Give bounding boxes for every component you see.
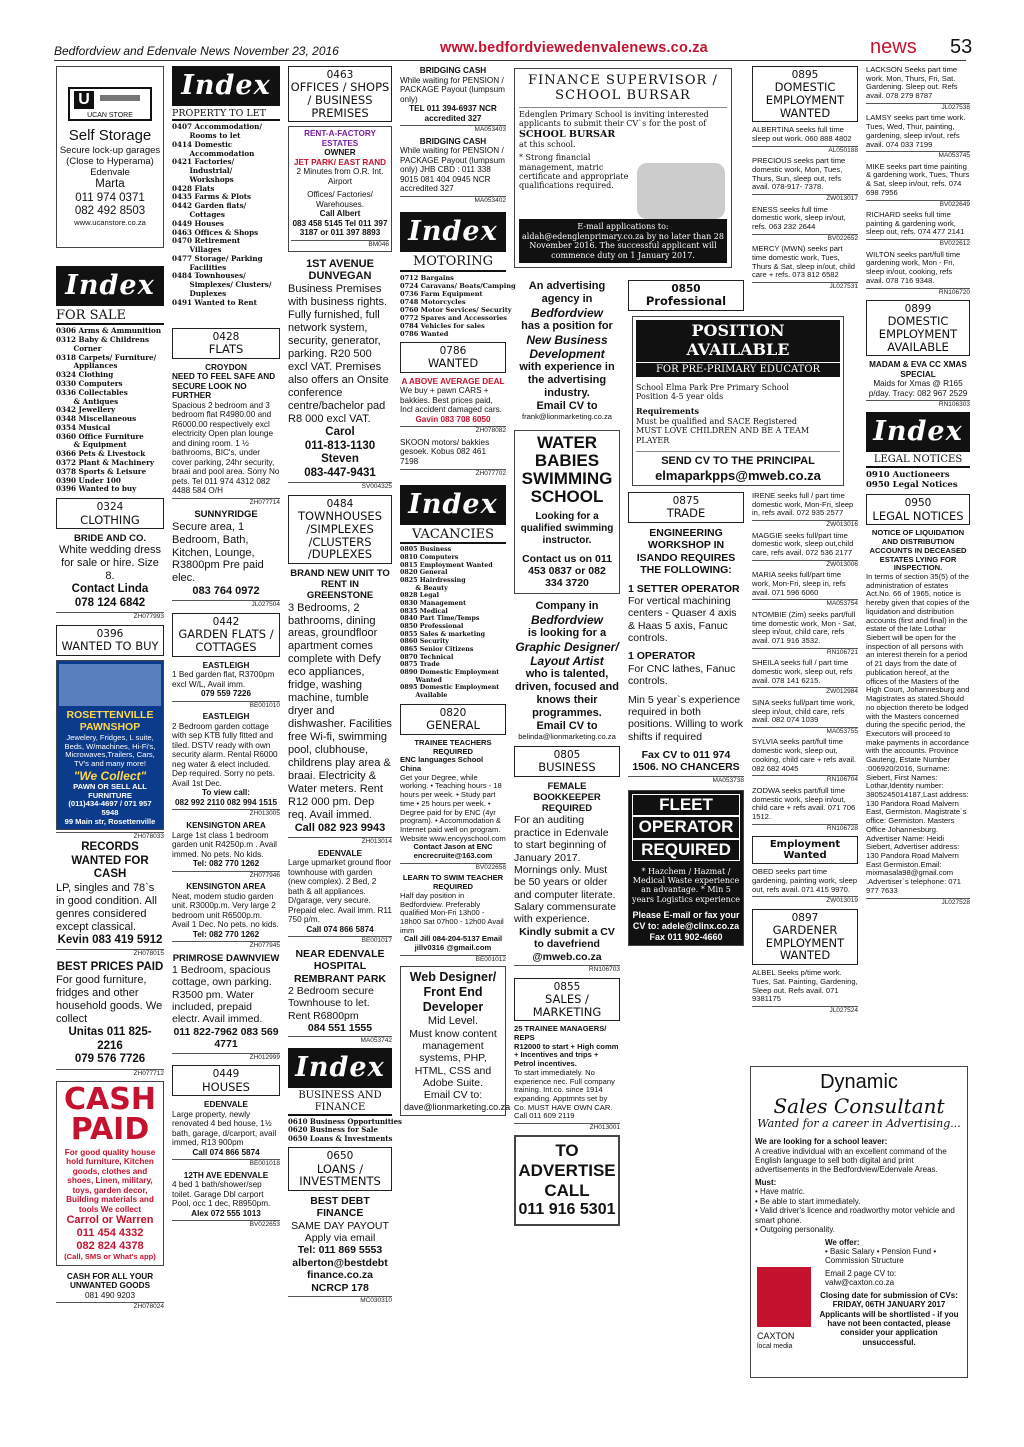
index-item: 0491 Wanted to Rent [172,297,257,307]
index-item: Available [400,692,448,700]
ad-text: SINA seeks full/part time work, sleep in/out, child care, refs avail. 082 074 1039 [752,697,855,725]
index-category: FOR SALE [56,308,164,325]
index-business: Index BUSINESS AND FINANCE 0610 Business Opportunities 0620 Business for Sale 0650 Loans & Investments [288,1048,392,1143]
index-item: 0830 Management [400,600,466,608]
classified-ad [752,157,858,202]
index-item: & Equipment [56,440,127,450]
ad-text: MERCY (MWN) seeks part time domestic work, Tues, Thurs & Sat, sleep in/out, child care + refs. 073 812 6582 [752,244,855,280]
section-0449: 0449 HOUSES [172,1065,280,1096]
section-0850: 0850 Professional [628,280,744,311]
ad-text: MAGGIE seeks full/part time domestic work, sleep out,child care, refs avail. 072 536 2177 [752,530,854,558]
section-name: news [870,36,917,58]
index-item: 0620 Business for Sale [288,1125,378,1135]
index-item: 0306 Arms & Ammunition [56,326,162,336]
index-item: 0890 Domestic Employment [400,669,500,677]
classified-ad [866,211,970,248]
index-item: 0330 Computers [56,379,123,389]
ad-skoon: SKOON motors/ bakkies gesoek. Kobus 082 461 7198 ZH077702 [400,437,506,477]
index-item: 0820 General [400,569,448,577]
ad-bookkeeper: FEMALE BOOKKEEPER REQUIRED For an auditing practice in Edenvale to start beginning of January 2017. Mornings only. Must be 50 years or older and computer literate. Salary commensurate with experience. Kindly submit a CV to davefriend @mweb.co.za RN106703 [514,780,620,973]
index-item: 0828 Legal [400,592,440,600]
ref-code: BV022612 [866,239,970,247]
index-category: PROPERTY TO LET [172,108,280,121]
index-item: 0712 Bargains [400,273,454,282]
ad-records: RECORDS WANTED FOR CASH LP, singles and 78`s in good condition. All genres considered except classical. Kevin 083 419 5912 ZH078015 [56,841,164,958]
ad-water-babies: WATER BABIES SWIMMING SCHOOL Looking for a qualified swimming instructor. Contact us on 011 453 0837 or 082 334 3720 [514,430,620,594]
ad-company-graphic: Company in Bedfordview is looking for a Graphic Designer/ Layout Artist who is talented, driven, focused and knows their programmes. Email CV to belinda@lionmarketing.co.za [515,599,619,742]
index-motoring: Index MOTORING 0712 Bargains 0724 Caravans/ Boats/Camping 0736 Farm Equipment 0748 Motorcycles 0760 Motor Services/ Security 0772 Spares and Accessories 0784 Vehicles for sales 0786 Wanted [400,212,506,338]
index-item: 0449 Houses [172,218,224,228]
column-6-lower [628,492,744,946]
ad-rent-a-factory: RENT-A-FACTORY ESTATES OWNER JET PARK/ EAST RAND 2 Minutes from O.R. Int. Airport Offices/ Factories/ Warehouses. Call Albert 083 458 5145 Tel 011 397 3187 or 011 397 8893 BM046 [288,126,392,251]
coins-photo [637,163,725,219]
classified-ad [752,532,858,569]
domestic-wanted-list-2 [752,492,858,832]
column-5 [514,280,620,1226]
index-item: Accommodation [172,148,255,158]
index-item: 0748 Motorcycles [400,297,466,306]
ucan-line-1: Secure lock-up garages [59,144,161,156]
ad-brand-new: BRAND NEW UNIT TO RENT IN GREENSTONE 3 Bedrooms, 2 bathrooms, dining areas, groundfloor apartment comes complete with Defy eco appliances, fridge, washing machine, tumble dryer and dishwasher. Facilities free Wi-fi, swimming pool, clubhouse, childrens play area & braai. Electricity & Water meters. Rent R12 000 pm. Dep req. Avail immed. Call 082 923 9943 ZH013014 [288,567,392,845]
index-item: 0786 Wanted [400,329,449,338]
ucan-store-ad [56,66,164,248]
ad-sunnyridge: SUNNYRIDGE Secure area, 1 Bedroom, Bath, Kitchen, Lounge, R3800pm Pre paid elec. 083 764 0972 JL027504 [172,509,280,609]
pawnshop-photo [59,664,161,706]
ref-code: JL027538 [866,103,970,111]
index-item: 0407 Accommodation/ [172,122,263,132]
index-item: 0870 Technical [400,653,454,661]
ad-text: MIKE seeks part time painting & gardening work, Tues, Thurs & Sat, sleep in/out, refs. 074 698 7956 [866,161,970,197]
classified-ad [752,492,858,529]
ad-text: ZODWA seeks part/full time domestic work, sleep in/out, child care + refs avail. 071 706 1512. [752,785,856,821]
index-item: Villages [172,245,222,255]
classified-ad [752,659,858,696]
index-item: 0815 Employment Wanted [400,561,493,569]
ad-trainee-managers: 25 TRAINEE MANAGERS/ REPS R12000 to start + High comm + Incentives and trips + Petrol incentives. To start immediately. No experience nec. Full company training. Int.co. since 1914 expanding. Apptmnts set by Co. MUST HAVE OWN CAR. Call 011 609 2119 ZH013001 [514,1024,620,1132]
classified-ad [752,738,858,783]
index-item: 0910 Auctioneers [866,469,950,480]
index-item: 0825 Hairdressing [400,577,466,585]
ad-best-prices: BEST PRICES PAID For good furniture, fridges and other household goods. We collect Unitas 011 825-2216 079 576 7726 ZH077712 [56,960,164,1078]
section-0396: 0396 WANTED TO BUY [56,625,164,656]
index-item: 0760 Motor Services/ Security [400,305,512,314]
ad-first-avenue: 1ST AVENUE DUNVEGAN Business Premises with business rights. Fully furnished, full network system, security, generator, parking. R20 500 excl VAT. Premises also offers an Onsite conference centre/bachelor pad R8 000 excl VAT. Carol 011-813-1130 Steven 083-447-9431 SV004325 [288,257,392,491]
ucan-web[interactable]: www.ucanstore.co.za [74,217,146,227]
ad-agency: An advertising agency in Bedfordview has a position for New Business Development with experience in the advertising industry. Email CV to frank@lionmarketing.co.za [519,280,615,422]
index-item: 0435 Farms & Plots [172,192,252,202]
section-0897: Employment Wanted [752,836,858,864]
ad-cash-all: CASH FOR ALL YOUR UNWANTED GOODS 081 490 9203 ZH078024 [56,1272,164,1311]
ref-code: RN106728 [752,824,858,832]
index-item: Workshops [172,174,234,184]
classified-ad [866,66,970,111]
ref-code: ZW013016 [752,520,858,528]
index-item: Appliances [56,361,118,371]
section-0895: 0895 DOMESTIC EMPLOYMENT WANTED [752,66,858,122]
ucan-line-3: Edenvale [90,167,130,179]
ad-kensington-1: KENSINGTON AREA Large 1st class 1 bedroom garden unit R4250p.m . Avail immed. No pets. No kids. Tel: 082 770 1262 ZH077946 [172,820,280,879]
ucan-title: Self Storage [68,127,152,144]
ad-dynamic-sales: Dynamic Sales Consultant Wanted for a career in Advertising... We are looking for a school leaver: A creative individual with an excellent command of the English language to sell both digital and print advertisements in the Bedfordview/Edenvale Areas. Must: • Have matric. • Be able to start immediately. • Valid driver's licence and roadworthy motor vehicle and smart phone. • Outgoing personality. We offer: • Basic Salary • Pension Fund • Commission Structure Email 2 page CV to: valw@caxton.co.za Closing date for submission of CVs: FRIDAY, 06TH JANUARY 2017 Applicants will be shortlisted - if you have not been contacted, please consider your application unsuccessful. CAXTON local media [750,1066,968,1378]
ad-text: IRENE seeks full / part time domestic work, Mon-Fri, sleep in, refs avail. 072 935 2577 [752,491,854,518]
ref-code: MA053754 [752,599,858,607]
ad-fleet-operator: FLEET OPERATOR REQUIRED * Hazchem / Hazmat / Medical Waste experience an advantage. * Min 5 years Logistics experience Please E-mail or fax your CV to: adele@clinx.co.za Fax 011 902-4660 [628,790,744,946]
index-item: 0372 Plant & Machinery [56,458,155,468]
index-item: 0895 Domestic Employment [400,684,500,692]
index-item: 0724 Caravans/ Boats/Camping [400,281,516,290]
ad-near-edenvale: NEAR EDENVALE HOSPITAL REMBRANT PARK 2 Bedroom secure Townhouse to let. Rent R6800pm 084 551 1555 MA053742 [288,947,392,1045]
section-0650: 0650 LOANS / INVESTMENTS [288,1147,392,1191]
index-item: 0855 Sales & marketing [400,630,486,638]
index-item: 0336 Collectables [56,387,128,397]
index-item: Facilities [172,262,227,272]
section-0442: 0442 GARDEN FLATS / COTTAGES [172,613,280,657]
classified-ad [752,699,858,736]
index-item: & Antiques [56,396,119,406]
index-item: 0850 Professional [400,623,464,631]
section-0820: 0820 GENERAL [400,704,506,735]
section-0950: 0950 LEGAL NOTICES [866,494,970,525]
classified-ad [752,126,858,154]
ad-trainee-teachers: TRAINEE TEACHERS REQUIRED ENC languages School China Get your Degree, while working. • Teaching hours - 18 hours per week. • Study part time • 25 hours per week. • Degree paid for by ENC (4yr program). • Accommodation & Internet paid well on program. Website www.encyyschool.com Contact Jason at ENC encrecruite@163.com BV022658 [400,737,506,871]
index-item: 0784 Vehicles for sales [400,321,485,330]
ad-pawnshop: ROSETTENVILLE PAWNSHOP Jewelery, Fridges, L suite, Beds, W/machines, Hi-Fi's, Microwaves,Trailers, Cars, TV's and many more! "We Collect" PAWN OR SELL ALL FURNITURE (011)434-4697 / 071 957 5948 99 Main str, Rosettenville [56,660,164,830]
index-item: 0736 Farm Equipment [400,289,483,298]
classified-ad [752,787,858,832]
index-item: 0772 Spares and Accessories [400,313,507,322]
ad-finance-supervisor: FINANCE SUPERVISOR / SCHOOL BURSAR Edenglen Primary School is inviting interested applicants to submit their CV`s for the post of SCHOOL BURSAR at this school. * Strong financial management, matric certificate and appropriate qualifications required. E-mail applications to: aldah@edenglenprimary.co.za by no later than 28 November 2016. The successful applicant will commence duty on 1 January 2017. [514,68,732,268]
index-item: 0360 Office Furniture [56,431,144,441]
index-item: 0442 Garden flats/ [172,201,247,211]
column-6 [628,280,744,315]
ref-code: RN106721 [752,648,858,656]
ref-code: ZW013017 [752,194,858,202]
index-item: 0810 Computers [400,554,459,562]
index-item: 0865 Senior Citizens [400,646,474,654]
ad-engineering: ENGINEERING WORKSHOP IN ISANDO REQUIRES THE FOLLOWING: 1 SETTER OPERATOR For vertical machining centers - Quaser 4 axis & Haas 5 axis, Fanuc controls. 1 OPERATOR For CNC lathes, Fanuc controls. Min 5 year`s experience required in both positions. Willing to work shifts if required Fax CV to 011 974 1506. NO CHANCERS MA053738 [628,527,744,784]
ad-text: ALBERTINA seeks full time sleep out work. 060 888 4802 [752,125,852,144]
index-item: 0414 Domestic [172,139,233,149]
ad-text: SHEILA seeks full / part time domestic work, sleep out, refs avail. 078 141 6215. [752,658,853,685]
index-item: 0342 Jewellery [56,405,116,415]
classified-ad [752,571,858,608]
index-item: Cottages [172,210,225,220]
index-item: 0875 Trade [400,661,440,669]
ref-code: JL027531 [752,282,858,290]
header-rule [54,60,966,61]
index-vacancies: Index VACANCIES 0805 Business 0810 Computers 0815 Employment Wanted 0820 General 0825 Hairdressing & Beauty 0828 Legal 0830 Management 0835 Medical 0840 Part Time/Temps 0850 Professional 0855 Sales & marketing 0860 Security 0865 Senior Citizens 0870 Technical 0875 Trade 0890 Domestic Employment Wanted 0895 Domestic Employment Available [400,485,506,700]
gardener-wanted-list [866,66,970,296]
ad-croydon: CROYDON NEED TO FEEL SAFE AND SECURE LOOK NO FURTHER Spacious 2 bedroom and 3 bedroom flat R4980.00 and R6000.00 respectively excl electricity Open plan lounge and dining room. 1 ½ bathrooms, BIC's, under cover parking, 24hr security, braai and pool area. Sorry No pets. Tel 011 974 4312 082 4488 584 O/H ZH077714 [172,362,280,506]
index-item: 0610 Business Opportunities [288,1116,402,1126]
index-item: 0860 Security [400,638,449,646]
ref-code: RN106704 [752,775,858,783]
ad-debt-finance: BEST DEBT FINANCE SAME DAY PAYOUT Apply via email Tel: 011 869 5553 alberton@bestdebt finance.co.za NCRCP 178 MC030310 [288,1195,392,1305]
section-0463: 0463 OFFICES / SHOPS / BUSINESS PREMISES [288,66,392,122]
domestic-wanted-list [752,126,858,290]
index-item: 0324 Clothing [56,370,114,380]
page-header [0,0,1024,62]
ref-code: ZH078033 [56,832,164,841]
index-item: 0318 Carpets/ Furniture/ [56,352,157,362]
ad-primrose: PRIMROSE DAWNVIEW 1 Bedroom, spacious cottage, own parking. R3500 pm. Water included, prepaid electr. Avail immed. 011 822-7962 083 569 4771 ZH012999 [172,952,280,1061]
page-number: 53 [950,36,973,58]
column-4 [400,66,516,1116]
index-item: 0421 Factories/ [172,157,235,167]
ucan-line-4: Marta [95,178,125,191]
index-item: 0428 Flats [172,183,215,193]
section-0324: 0324 CLOTHING [56,498,164,529]
ucan-line-2: (Close to Hyperama) [66,155,154,167]
ad-bridging-2: BRIDGING CASH While waiting for PENSION / PACKAGE Payout (lumpsum only) JHB CBD : 011 338 9015 081 404 0945 NCR accredited 327 MA053402 [400,136,506,204]
caxton-logo-icon [757,1267,811,1327]
index-item: Rooms to let [172,130,241,140]
ref-code: AL050188 [752,146,858,154]
index-item: 0805 Business [400,546,452,554]
ad-text: LACKSON Seeks part time work. Mon, Thurs, Fri, Sat. Gardening. Sleep out. Refs avail. 078 279 8787 [866,65,958,101]
ad-bridging-1: BRIDGING CASH While waiting for PENSION / PACKAGE Payout (lumpsum only) TEL 011 394-6937 NCR accredited 327 MA053403 [400,66,506,134]
index-item: Wanted [400,676,442,684]
ad-albel: ALBEL Seeks p/time work. Tues, Sat. Painting, Gardening, Sleep out. Refs avail. 071 9381175 JL027524 [752,968,858,1014]
index-item: Duplexes [172,289,227,299]
ad-text: PRECIOUS seeks part time domestic work, Mon, Tues, Thurs, Sun, sleep out, refs avail. 078-917- 7378. [752,156,846,192]
index-item: 0835 Medical [400,607,448,615]
ad-legal-notice: NOTICE OF LIQUIDATION AND DISTRIBUTION ACCOUNTS IN DECEASED ESTATES LYING FOR INSPECTION. In terms of section 35(5) of the administration of estates Act.No. 66 of 1965, notice is hereby given that copies of the liquidation and distribution accounts (first and final) in the estate of the late Lothar Siebert will be open for the inspection of all persons with an interest therein for a period of 21 days from the date of publication hereof, at the offices of the Masters of the High Court, Johannesburg and Magistrates as stated.Should no objection thereto be lodged with the Masters concerned during the specific period, the Executors will proceed to make payments in accordance with the accounts. Province Gauteng, Estate Number :006920/2016, Surname: Siebert, First Names: Lothar,Identity number: 3805245014187,Last address: 130 Pandora Road Malvern East, Germiston. Magistrate`s office: Germiston. Masters Office Johannesburg. Advertiser Name: Heidi Siebert, Advertiser address: 130 Pandora Road Malvern East Germiston.Email: mixmasala98@gmail.com .Advertiser`s telephone: 071 977 7633 JL027528 [866,528,970,906]
ad-eastleigh-1: EASTLEIGH 1 Bed garden flat, R3700pm excl W/L, Avail imm. 079 559 7226 BE001010 [172,660,280,709]
index-for-sale [56,266,164,494]
ad-text: WILTON seeks part/full time gardening work, Mon - Fri, sleep in/out, cooking, refs avail. 078 716 9348. [866,249,961,285]
column-1 [56,66,164,1314]
ucan-phone-1: 011 974 0371 [75,191,145,204]
ad-kensington-2: KENSINGTON AREA Neat, modern studio garden unit. R3000p.m. Very large 2 bedroom unit R6500p.m. Avail 1 Dec. No pets. no kids. Tel: 082 770 1262 ZH077945 [172,882,280,950]
index-item: 0312 Baby & Childrens [56,335,149,345]
index-item: 0477 Storage/ Parking [172,253,263,263]
index-item: 0950 Legal Notices [866,480,958,491]
ad-position-available: POSITION AVAILABLE FOR PRE-PRIMARY EDUCATOR School Elma Park Pre Primary School Position 4-5 year olds Requirements Must be qualified and SACE Registered MUST LOVE CHILDREN AND BE A TEAM PLAYER SEND CV TO THE PRINCIPAL elmaparkpps@mweb.co.za [632,316,844,486]
ad-text: LAMSY seeks part time work. Tues, Wed, Thur, painting, gardening, sleep in/out, refs avail. 074 033 7199 [866,113,966,149]
ad-text: MARIA seeks full/part time work, Mon-Fri, sleep in, refs avail. 071 596 6060 [752,570,846,597]
column-8 [866,66,970,909]
index-item: 0650 Loans & Investments [288,1133,393,1143]
ad-madam-eva: MADAM & EVA CC XMAS SPECIAL Maids for Xmas @ R165 p/day. Tracy: 082 967 2529 RN106303 [866,360,970,409]
index-heading: Index [56,266,164,306]
ad-above-average: A ABOVE AVERAGE DEAL We buy + pawn CARS + bakkies. Best prices paid, Incl accident damaged cars. Gavin 083 708 6050 ZH078082 [400,376,506,435]
section-0786: 0786 WANTED [400,342,506,373]
ad-obed: OBED seeks part time gardening, painting work, sleep out, refs avail. 071 415 9970. ZW013019 [752,867,858,905]
caxton-logo-text: CAXTON [757,1331,795,1341]
section-0805: 0805 BUSINESS [514,746,620,777]
index-item: 0470 Retirement [172,236,241,246]
ad-bride: BRIDE AND CO. White wedding dress for sale or hire. Size 8. Contact Linda 078 124 6842 ZH077993 [56,533,164,621]
classified-ad [752,206,858,243]
caxton-logo-subtitle: local media [757,1343,793,1350]
index-item: 0840 Part Time/Temps [400,615,480,623]
section-0875: 0875 TRADE [628,492,744,523]
index-item: Corner [56,343,102,353]
index-item: & Beauty [400,584,448,592]
ref-code: MA053745 [866,151,970,159]
classified-ad [866,163,970,208]
publication-line: Bedfordview and Edenvale News November 23, 2016 [54,44,339,58]
ad-to-advertise: TO ADVERTISE CALL 011 916 5301 [514,1135,620,1226]
ref-code: MA053755 [752,727,858,735]
index-item: 0354 Musical [56,422,111,432]
index-item: 0484 Townhouses/ [172,271,246,281]
index-item: 0366 Pets & Livestock [56,449,146,459]
ref-code: ZW013006 [752,560,858,568]
classified-ad [866,251,970,296]
classified-ad [752,245,858,290]
ad-12th-ave: 12TH AVE EDENVALE 4 bed 1 bath/shower/sep toilet. Garage Dbl carport Pool, occ 1 dec, R8950pm. Alex 072 555 1013 BV022653 [172,1170,280,1229]
index-item: 0463 Offices & Shops [172,227,259,237]
index-heading: Index [172,66,280,106]
index-item: 0348 Miscellaneous [56,414,137,424]
section-0428: 0428 FLATS [172,328,280,359]
ucan-phone-2: 082 492 8503 [74,205,146,218]
index-item: Simplexes/ Clusters/ [172,280,272,290]
section-0897b: 0897 GARDENER EMPLOYMENT WANTED [752,909,858,965]
ad-web-designer: Web Designer/ Front End Developer Mid Level. Must know content management systems, PHP, HTML, CSS and Adobe Suite. Email CV to: dave@lionmarketing.co.za [400,966,506,1116]
ad-edenvale-house: EDENVALE Large property, newly renovated 4 bed house, 1½ bath, garage, d/carport, avail immed, R13 900pm Call 074 866 5874 BE001018 [172,1100,280,1168]
ref-code: BV022652 [752,234,858,242]
column-3 [288,66,402,1308]
ad-text: NTOMBIE (Zim) seeks part/full time domestic work, Mon - Sat, sleep in/out, child care, refs avail. 071 916 3532. [752,609,857,646]
ad-text: RICHARD seeks full time painting & gardening work, sleep out, refs. 074 477 2141 [866,210,965,237]
ad-learn-to-swim: LEARN TO SWIM TEACHER REQUIRED Half day position in Bedfordview. Preferably qualified Mon-Fri 13h00 - 18h00 Sat 07h00 - 12h00 Avail imm Call Jill 084-204-5137 Email jillv0316 @gmail.com BE001012 [400,873,506,963]
index-item: 0378 Sports & Leisure [56,466,147,476]
ucan-logo: U UCAN STORE [68,87,152,121]
index-list [172,123,280,307]
column-2 [172,66,280,1232]
index-item: 0396 Wanted to buy [56,484,137,494]
index-list [56,327,164,494]
index-item: Industrial/ [172,166,233,176]
ad-edenvale-townhouse: EDENVALE Large upmarket ground floor townhouse with garden (new complex). 2 Bed, 2 bath & all appliances. D/garage, very secure. Prepaid elec. Avail imm. R11 750 p/m. Call 074 866 5874 BE001017 [288,848,392,945]
ref-code: ZW012984 [752,687,858,695]
ref-code: BV022649 [866,200,970,208]
index-item: 0390 Under 100 [56,475,121,485]
ad-cash-paid: CASH PAID For good quality house hold furniture, Kitchen goods, clothes and shoes, Linen, military, toys, garden decor, Building materials and tools We collect Carrol or Warren 011 454 4332 082 824 4378 (Call, SMS or What's app) [56,1081,164,1266]
ad-eastleigh-2: EASTLEIGH 2 Bedroom garden cottage with sep KTB fully fitted and tiled. DSTV ready with own security alarm. Rental R6000 neg water & elect included. Dep required. Sorry no pets. Avail 1st Dec. To view call: 082 992 2110 082 994 1515 ZH013005 [172,712,280,818]
ad-text: SYLVIA seeks part/full time domestic work, sleep out, cooking, child care + refs avail. 082 682 4045 [752,737,857,773]
classified-ad [752,611,858,656]
section-0899: 0899 DOMESTIC EMPLOYMENT AVAILABLE [866,300,970,356]
classified-ad [866,114,970,159]
column-7 [752,66,858,294]
site-url[interactable]: www.bedfordviewedenvalenews.co.za [440,40,708,56]
section-0855: 0855 SALES / MARKETING [514,978,620,1022]
section-0484: 0484 TOWNHOUSES /SIMPLEXES /CLUSTERS /DUPLEXES [288,495,392,564]
ad-text: ENESS seeks full time domestic work, sleep in/out, refs. 063 232 2644 [752,204,846,231]
index-legal: Index LEGAL NOTICES 0910 Auctioneers 0950 Legal Notices [866,412,970,491]
ref-code: RN106720 [866,288,970,296]
column-7-lower [752,492,858,1017]
